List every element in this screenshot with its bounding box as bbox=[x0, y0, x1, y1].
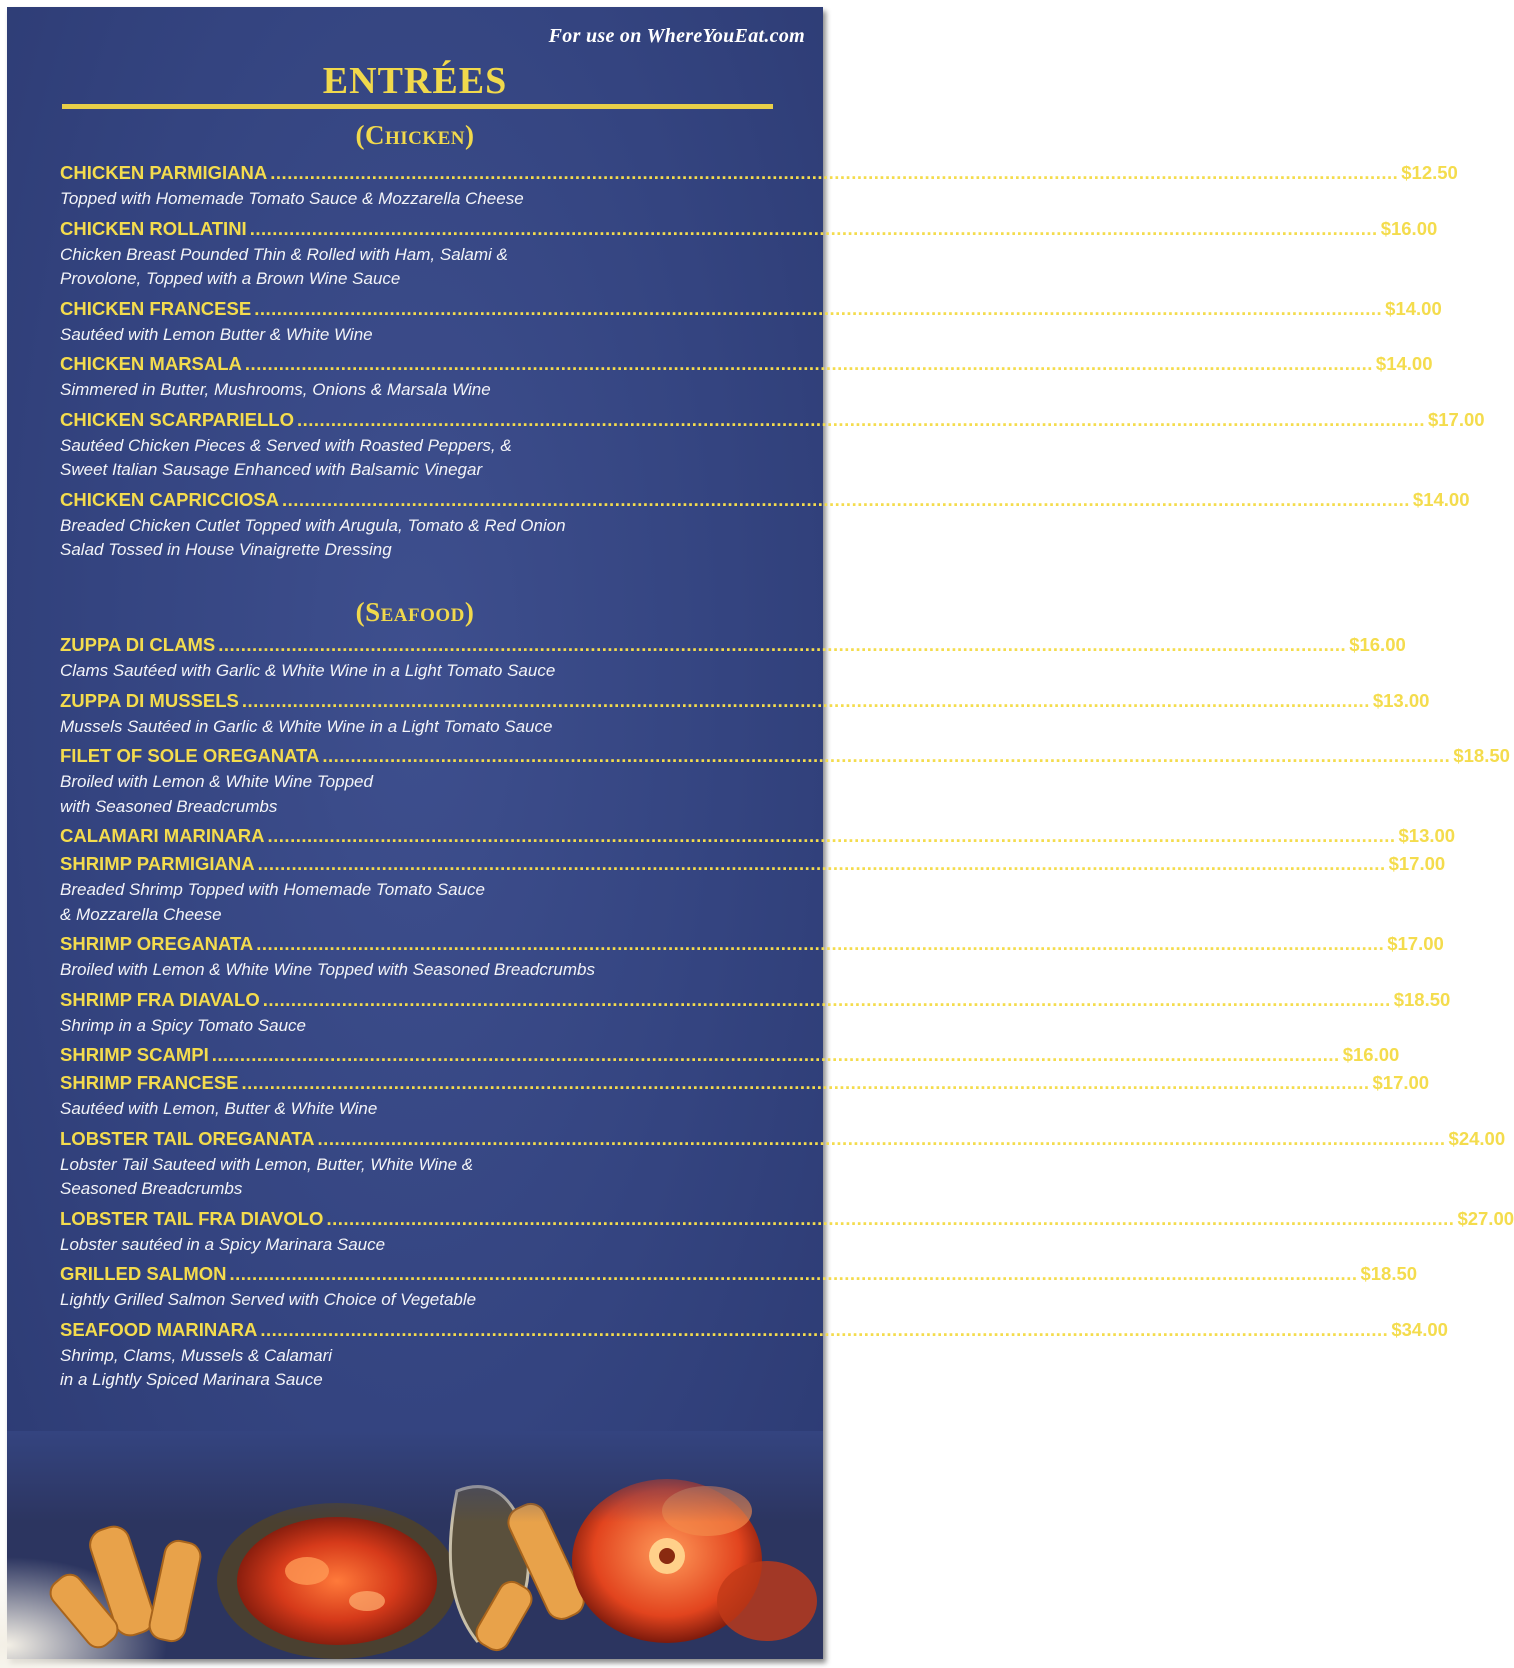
section-heading-chicken: (Chicken) bbox=[355, 120, 475, 150]
menu-item-name: CHICKEN PARMIGIANA bbox=[60, 162, 268, 183]
menu-item-name: GRILLED SALMON bbox=[60, 1263, 227, 1284]
menu-item-name: SHRIMP FRANCESE bbox=[60, 1072, 239, 1093]
menu-item-description: Clams Sautéed with Garlic & White Wine in a Light Tomato Sauce bbox=[60, 661, 556, 680]
menu-item-name: CALAMARI MARINARA bbox=[60, 825, 265, 846]
menu-item bbox=[60, 295, 1442, 351]
menu-item-header bbox=[60, 350, 1433, 378]
menu-item-price: $17.00 bbox=[1388, 853, 1446, 874]
menu-item-description: Simmered in Butter, Mushrooms, Onions & Marsala Wine bbox=[60, 380, 491, 399]
menu-item-header bbox=[60, 1069, 1430, 1097]
menu-list-seafood bbox=[60, 631, 1514, 1396]
menu-item bbox=[60, 215, 1438, 295]
menu-item bbox=[60, 742, 1510, 822]
menu-item-description: Sautéed Chicken Pieces & Served with Roasted Peppers, & Sweet Italian Sausage Enhanced with Balsamic Vinegar bbox=[60, 435, 512, 479]
menu-item bbox=[60, 631, 1406, 687]
menu-item-price: $17.00 bbox=[1427, 408, 1485, 430]
title-divider bbox=[62, 104, 773, 109]
menu-item-name: CHICKEN MARSALA bbox=[60, 353, 242, 374]
menu-item-header bbox=[60, 822, 1456, 850]
dot-leader: ........................................................................................................................................................................................................ bbox=[218, 634, 1347, 655]
dot-leader: ........................................................................................................................................................................................................ bbox=[270, 162, 1399, 183]
pasta-seafood-photo bbox=[7, 1431, 823, 1659]
menu-item-description: Broiled with Lemon & White Wine Topped with Seasoned Breadcrumbs bbox=[60, 772, 373, 816]
menu-item-price: $12.50 bbox=[1401, 162, 1458, 183]
menu-card bbox=[7, 7, 1514, 1659]
menu-item-name: FILET OF SOLE OREGANATA bbox=[60, 745, 320, 766]
menu-item-header bbox=[60, 1316, 1448, 1344]
dot-leader: ........................................................................................................................................................................................................ bbox=[326, 1207, 1455, 1229]
menu-item bbox=[60, 687, 1430, 743]
menu-item-price: $18.50 bbox=[1360, 1263, 1418, 1284]
menu-item-description: Sautéed with Lemon, Butter & White Wine bbox=[60, 1099, 378, 1118]
menu-item bbox=[60, 1205, 1514, 1261]
menu-item-header bbox=[60, 930, 1444, 958]
menu-item-name: CHICKEN CAPRICCIOSA bbox=[60, 488, 279, 510]
page-title: ENTRÉES bbox=[322, 60, 508, 102]
menu-item-name: LOBSTER TAIL OREGANATA bbox=[60, 1127, 315, 1149]
menu-item-name: CHICKEN FRANCESE bbox=[60, 297, 252, 319]
menu-item-price: $14.00 bbox=[1412, 488, 1470, 510]
menu-item-description: Sautéed with Lemon Butter & White Wine bbox=[60, 324, 373, 344]
menu-item-price: $27.00 bbox=[1457, 1207, 1514, 1229]
section-heading-seafood: (Seafood) bbox=[355, 597, 475, 627]
menu-item-header bbox=[60, 486, 1470, 514]
menu-item-header bbox=[60, 406, 1485, 434]
menu-item-description: Shrimp in a Spicy Tomato Sauce bbox=[60, 1015, 306, 1035]
menu-item-header bbox=[60, 986, 1451, 1014]
watermark: For use on WhereYouEat.com bbox=[548, 25, 805, 47]
menu-item bbox=[60, 930, 1444, 986]
menu-item-description: Topped with Homemade Tomato Sauce & Mozzarella Cheese bbox=[60, 189, 524, 208]
menu-item-price: $24.00 bbox=[1448, 1127, 1506, 1149]
menu-item-name: ZUPPA DI MUSSELS bbox=[60, 689, 239, 711]
dot-leader: ........................................................................................................................................................................................................ bbox=[281, 488, 1410, 510]
menu-item-price: $17.00 bbox=[1372, 1072, 1430, 1093]
menu-item-description: Broiled with Lemon & White Wine Topped with Seasoned Breadcrumbs bbox=[60, 960, 596, 979]
menu-item-price: $18.50 bbox=[1453, 745, 1510, 766]
menu-item-description: Lightly Grilled Salmon Served with Choice of Vegetable bbox=[60, 1290, 477, 1309]
dot-leader: ........................................................................................................................................................................................................ bbox=[244, 353, 1373, 374]
menu-item-name: SHRIMP FRA DIAVALO bbox=[60, 988, 260, 1010]
dot-leader: ........................................................................................................................................................................................................ bbox=[229, 1263, 1358, 1284]
menu-item-price: $16.00 bbox=[1380, 217, 1438, 239]
menu-item bbox=[60, 406, 1485, 486]
menu-item-header bbox=[60, 1125, 1506, 1153]
menu-item-name: CHICKEN ROLLATINI bbox=[60, 217, 247, 239]
menu-item bbox=[60, 986, 1451, 1042]
menu-item-name: SHRIMP OREGANATA bbox=[60, 933, 254, 954]
menu-item-name: SHRIMP PARMIGIANA bbox=[60, 853, 255, 874]
menu-item-description: Chicken Breast Pounded Thin & Rolled with Ham, Salami & Provolone, Topped with a Brown Wine Sauce bbox=[60, 244, 508, 288]
dot-leader: ........................................................................................................................................................................................................ bbox=[322, 745, 1451, 766]
dot-leader: ........................................................................................................................................................................................................ bbox=[241, 1072, 1370, 1093]
menu-item-header bbox=[60, 742, 1510, 770]
menu-item bbox=[60, 1260, 1418, 1316]
menu-item bbox=[60, 822, 1456, 850]
dot-leader: ........................................................................................................................................................................................................ bbox=[211, 1044, 1340, 1065]
dot-leader: ........................................................................................................................................................................................................ bbox=[254, 297, 1383, 319]
menu-item-name: SEAFOOD MARINARA bbox=[60, 1318, 258, 1340]
menu-item-header bbox=[60, 1260, 1418, 1288]
menu-item-name: ZUPPA DI CLAMS bbox=[60, 634, 216, 655]
menu-item bbox=[60, 1125, 1506, 1205]
menu-item-description: Mussels Sautéed in Garlic & White Wine in a Light Tomato Sauce bbox=[60, 716, 553, 736]
menu-item-price: $17.00 bbox=[1387, 933, 1444, 954]
dot-leader: ........................................................................................................................................................................................................ bbox=[317, 1127, 1446, 1149]
menu-item-header bbox=[60, 687, 1430, 715]
menu-item-price: $34.00 bbox=[1391, 1318, 1448, 1340]
dot-leader: ........................................................................................................................................................................................................ bbox=[249, 217, 1378, 239]
photo-fade bbox=[7, 1431, 823, 1659]
menu-item-header bbox=[60, 295, 1442, 323]
menu-item bbox=[60, 1316, 1448, 1396]
menu-item bbox=[60, 1069, 1430, 1125]
menu-item-description: Lobster Tail Sauteed with Lemon, Butter, White Wine & Seasoned Breadcrumbs bbox=[60, 1154, 474, 1198]
dot-leader: ........................................................................................................................................................................................................ bbox=[267, 825, 1396, 846]
menu-item bbox=[60, 159, 1458, 215]
menu-item-header bbox=[60, 631, 1406, 659]
dot-leader: ........................................................................................................................................................................................................ bbox=[260, 1318, 1389, 1340]
menu-item-header bbox=[60, 1205, 1514, 1233]
menu-item-description: Breaded Chicken Cutlet Topped with Arugula, Tomato & Red Onion Salad Tossed in House Vinaigrette Dressing bbox=[60, 515, 566, 559]
menu-item-description: Lobster sautéed in a Spicy Marinara Sauce bbox=[60, 1234, 386, 1254]
menu-item-price: $14.00 bbox=[1385, 297, 1442, 319]
menu-item-description: Breaded Shrimp Topped with Homemade Tomato Sauce & Mozzarella Cheese bbox=[60, 880, 485, 924]
dot-leader: ........................................................................................................................................................................................................ bbox=[256, 933, 1385, 954]
dot-leader: ........................................................................................................................................................................................................ bbox=[241, 689, 1370, 711]
menu-item-name: LOBSTER TAIL FRA DIAVOLO bbox=[60, 1207, 324, 1229]
menu-item-price: $16.00 bbox=[1349, 634, 1406, 655]
menu-item-price: $16.00 bbox=[1342, 1044, 1400, 1065]
menu-item-price: $13.00 bbox=[1372, 689, 1430, 711]
menu-item-name: CHICKEN SCARPARIELLO bbox=[60, 408, 294, 430]
menu-item bbox=[60, 350, 1433, 406]
menu-item bbox=[60, 486, 1470, 566]
dot-leader: ........................................................................................................................................................................................................ bbox=[297, 408, 1425, 430]
menu-item-header bbox=[60, 1041, 1400, 1069]
menu-item bbox=[60, 1041, 1400, 1069]
menu-item bbox=[60, 850, 1446, 930]
dot-leader: ........................................................................................................................................................................................................ bbox=[257, 853, 1386, 874]
menu-item-name: SHRIMP SCAMPI bbox=[60, 1044, 209, 1065]
menu-item-header bbox=[60, 215, 1438, 243]
menu-item-price: $18.50 bbox=[1393, 988, 1451, 1010]
menu-item-price: $13.00 bbox=[1398, 825, 1456, 846]
menu-list-chicken bbox=[60, 159, 1485, 566]
menu-item-description: Shrimp, Clams, Mussels & Calamari in a Lightly Spiced Marinara Sauce bbox=[60, 1345, 333, 1389]
menu-item-price: $14.00 bbox=[1375, 353, 1433, 374]
menu-item-header bbox=[60, 850, 1446, 878]
dot-leader: ........................................................................................................................................................................................................ bbox=[262, 988, 1391, 1010]
menu-item-header bbox=[60, 159, 1458, 187]
